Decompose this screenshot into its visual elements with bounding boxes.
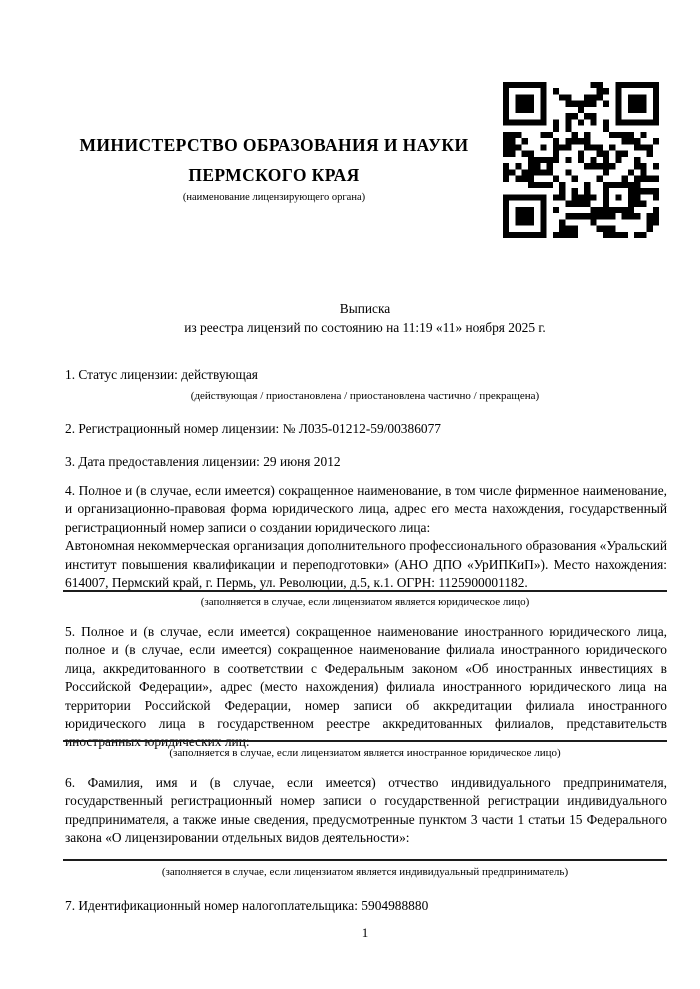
foreign-entity-rule bbox=[63, 740, 667, 742]
registration-number-line: 2. Регистрационный номер лицензии: № Л035-01212-59/00386077 bbox=[65, 421, 441, 436]
legal-entity-section bbox=[65, 482, 667, 592]
ministry-name-line1: МИНИСТЕРСТВО ОБРАЗОВАНИЯ И НАУКИ bbox=[79, 135, 469, 155]
legal-entity-caption: (заполняется в случае, если лицензиатом является юридическое лицо) bbox=[200, 596, 530, 608]
legal-entity-value: Автономная некоммерческая организация дополнительного профессионального образования «Уральский институт повышения квалификации и переподготовки» (АНО ДПО «УрИПКиП»). Место нахождения: 614007, Пермский край, г. Пермь, ул. Революции, д.5, к.1. ОГРН: 1125900001182. bbox=[65, 538, 667, 591]
foreign-entity-caption: (заполняется в случае, если лицензиатом является иностранное юридическое лицо) bbox=[169, 747, 561, 759]
legal-entity-rule bbox=[63, 590, 667, 592]
page-number: 1 bbox=[361, 925, 369, 940]
qr-code bbox=[503, 82, 659, 238]
document-title bbox=[63, 299, 667, 337]
license-grant-date-line: 3. Дата предоставления лицензии: 29 июня 2012 bbox=[65, 454, 341, 469]
license-status-line: 1. Статус лицензии: действующая bbox=[65, 367, 258, 382]
licensing-authority-header bbox=[63, 130, 485, 205]
document-title-line2: из реестра лицензий по состоянию на 11:19 «11» ноября 2025 г. bbox=[184, 320, 546, 335]
individual-entrepreneur-caption: (заполняется в случае, если лицензиатом является индивидуальный предприниматель) bbox=[161, 866, 569, 878]
foreign-entity-label: 5. Полное и (в случае, если имеется) сокращенное наименование иностранного юридического лица, полное и (в случае, если имеется) сокращенное наименование филиала иностранного юридического лица, аккредитованного в соответствии с Федеральным законом «Об иностранных инвестициях в Российской Федерации», адрес (место нахождения) филиала иностранного юридического лица на территории Российской Федерации, номер записи об аккредитации филиала иностранного юридического лица в государственном реестре аккредитованных филиалов, представительств иностранных юридических лиц: bbox=[65, 624, 667, 750]
document-title-line1: Выписка bbox=[339, 301, 391, 316]
individual-entrepreneur-label: 6. Фамилия, имя и (в случае, если имеется) отчество индивидуального предпринимателя, государственный регистрационный номер записи о государственной регистрации индивидуального предпринимателя, а также иные сведения, предусмотренные пунктом 3 части 1 статьи 15 Федерального закона «О лицензировании отдельных видов деятельности»: bbox=[65, 775, 667, 846]
individual-entrepreneur-section bbox=[65, 774, 667, 848]
licensing-authority-caption: (наименование лицензирующего органа) bbox=[182, 192, 366, 203]
license-status-options-caption: (действующая / приостановлена / приостановлена частично / прекращена) bbox=[190, 390, 540, 402]
foreign-entity-section bbox=[65, 623, 667, 752]
individual-entrepreneur-rule bbox=[63, 859, 667, 861]
taxpayer-id-line: 7. Идентификационный номер налогоплательщика: 5904988880 bbox=[65, 898, 429, 913]
legal-entity-label: 4. Полное и (в случае, если имеется) сокращенное наименование, в том числе фирменное наименование, и организационно-правовая форма юридического лица, адрес его места нахождения, государственный регистрационный номер записи о создании юридического лица: bbox=[65, 483, 667, 535]
ministry-name-line2: ПЕРМСКОГО КРАЯ bbox=[188, 165, 360, 185]
